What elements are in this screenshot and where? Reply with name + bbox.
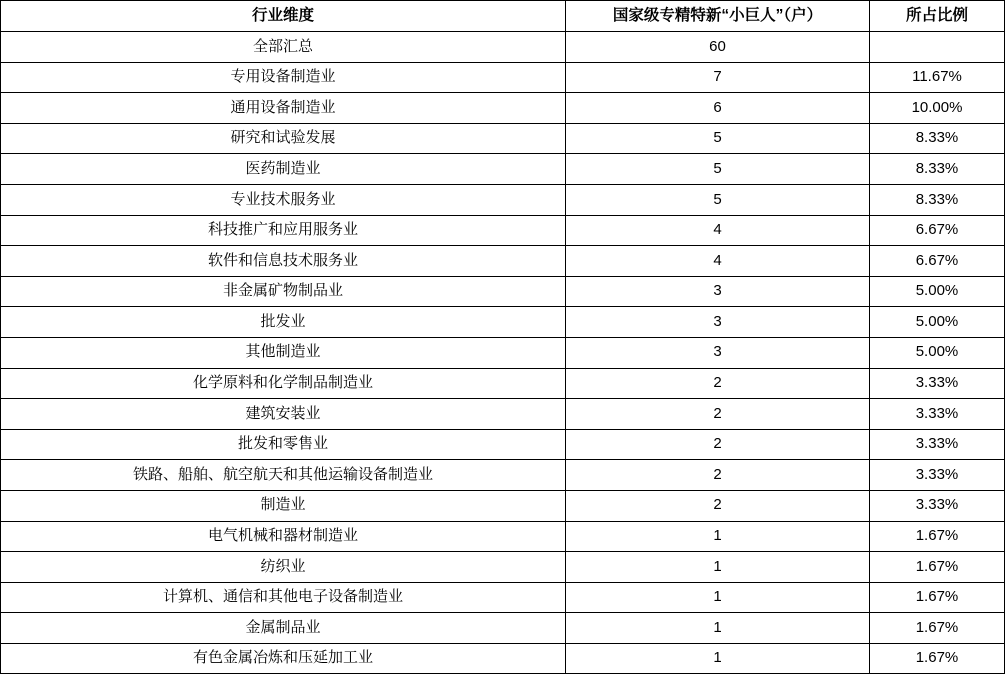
cell-industry: 医药制造业	[1, 154, 566, 185]
cell-share: 3.33%	[870, 429, 1005, 460]
table-row	[1, 613, 1005, 644]
table-row	[1, 215, 1005, 246]
cell-count: 4	[566, 215, 870, 246]
cell-share: 11.67%	[870, 62, 1005, 93]
cell-count: 5	[566, 154, 870, 185]
table-row	[1, 62, 1005, 93]
cell-count: 2	[566, 368, 870, 399]
cell-industry: 建筑安装业	[1, 399, 566, 430]
cell-count: 5	[566, 184, 870, 215]
cell-industry: 通用设备制造业	[1, 93, 566, 124]
table-row	[1, 246, 1005, 277]
cell-industry: 其他制造业	[1, 337, 566, 368]
cell-share: 6.67%	[870, 246, 1005, 277]
cell-industry: 研究和试验发展	[1, 123, 566, 154]
cell-industry: 专业技术服务业	[1, 184, 566, 215]
cell-industry: 非金属矿物制品业	[1, 276, 566, 307]
cell-share: 1.67%	[870, 582, 1005, 613]
cell-share: 5.00%	[870, 276, 1005, 307]
cell-industry: 专用设备制造业	[1, 62, 566, 93]
cell-count: 5	[566, 123, 870, 154]
cell-industry: 电气机械和器材制造业	[1, 521, 566, 552]
cell-share: 10.00%	[870, 93, 1005, 124]
cell-count: 2	[566, 490, 870, 521]
cell-count: 1	[566, 582, 870, 613]
table-row	[1, 368, 1005, 399]
cell-industry: 有色金属冶炼和压延加工业	[1, 643, 566, 674]
cell-share: 3.33%	[870, 399, 1005, 430]
cell-count: 2	[566, 399, 870, 430]
cell-industry: 计算机、通信和其他电子设备制造业	[1, 582, 566, 613]
cell-count: 60	[566, 32, 870, 63]
cell-industry: 纺织业	[1, 552, 566, 583]
table-row	[1, 32, 1005, 63]
table-row	[1, 552, 1005, 583]
table-row	[1, 399, 1005, 430]
cell-share: 5.00%	[870, 307, 1005, 338]
cell-count: 1	[566, 521, 870, 552]
table-row	[1, 643, 1005, 674]
table-row	[1, 184, 1005, 215]
cell-share: 3.33%	[870, 368, 1005, 399]
cell-industry: 全部汇总	[1, 32, 566, 63]
table-row	[1, 429, 1005, 460]
cell-share: 3.33%	[870, 490, 1005, 521]
cell-share: 1.67%	[870, 643, 1005, 674]
cell-count: 1	[566, 552, 870, 583]
table-header	[1, 1, 1005, 32]
cell-count: 4	[566, 246, 870, 277]
table-header-row	[1, 1, 1005, 32]
table-row	[1, 93, 1005, 124]
table-row	[1, 460, 1005, 491]
cell-share: 1.67%	[870, 521, 1005, 552]
table-row	[1, 123, 1005, 154]
cell-share: 8.33%	[870, 123, 1005, 154]
table-row	[1, 337, 1005, 368]
cell-share: 1.67%	[870, 552, 1005, 583]
table-row	[1, 490, 1005, 521]
cell-count: 2	[566, 460, 870, 491]
cell-count: 1	[566, 643, 870, 674]
cell-share: 3.33%	[870, 460, 1005, 491]
cell-share	[870, 32, 1005, 63]
cell-industry: 铁路、船舶、航空航天和其他运输设备制造业	[1, 460, 566, 491]
table-body	[1, 32, 1005, 674]
cell-share: 8.33%	[870, 154, 1005, 185]
column-header-industry: 行业维度	[1, 1, 566, 32]
table-row	[1, 276, 1005, 307]
cell-count: 6	[566, 93, 870, 124]
cell-industry: 软件和信息技术服务业	[1, 246, 566, 277]
cell-industry: 化学原料和化学制品制造业	[1, 368, 566, 399]
cell-count: 3	[566, 307, 870, 338]
cell-industry: 制造业	[1, 490, 566, 521]
cell-count: 7	[566, 62, 870, 93]
cell-count: 3	[566, 337, 870, 368]
cell-industry: 金属制品业	[1, 613, 566, 644]
cell-industry: 批发和零售业	[1, 429, 566, 460]
cell-share: 5.00%	[870, 337, 1005, 368]
cell-share: 8.33%	[870, 184, 1005, 215]
column-header-share: 所占比例	[870, 1, 1005, 32]
cell-share: 6.67%	[870, 215, 1005, 246]
cell-count: 2	[566, 429, 870, 460]
table-row	[1, 582, 1005, 613]
table-row	[1, 154, 1005, 185]
column-header-count: 国家级专精特新“小巨人”（户）	[566, 1, 870, 32]
cell-share: 1.67%	[870, 613, 1005, 644]
cell-count: 3	[566, 276, 870, 307]
cell-count: 1	[566, 613, 870, 644]
cell-industry: 批发业	[1, 307, 566, 338]
table-row	[1, 521, 1005, 552]
cell-industry: 科技推广和应用服务业	[1, 215, 566, 246]
table-row	[1, 307, 1005, 338]
